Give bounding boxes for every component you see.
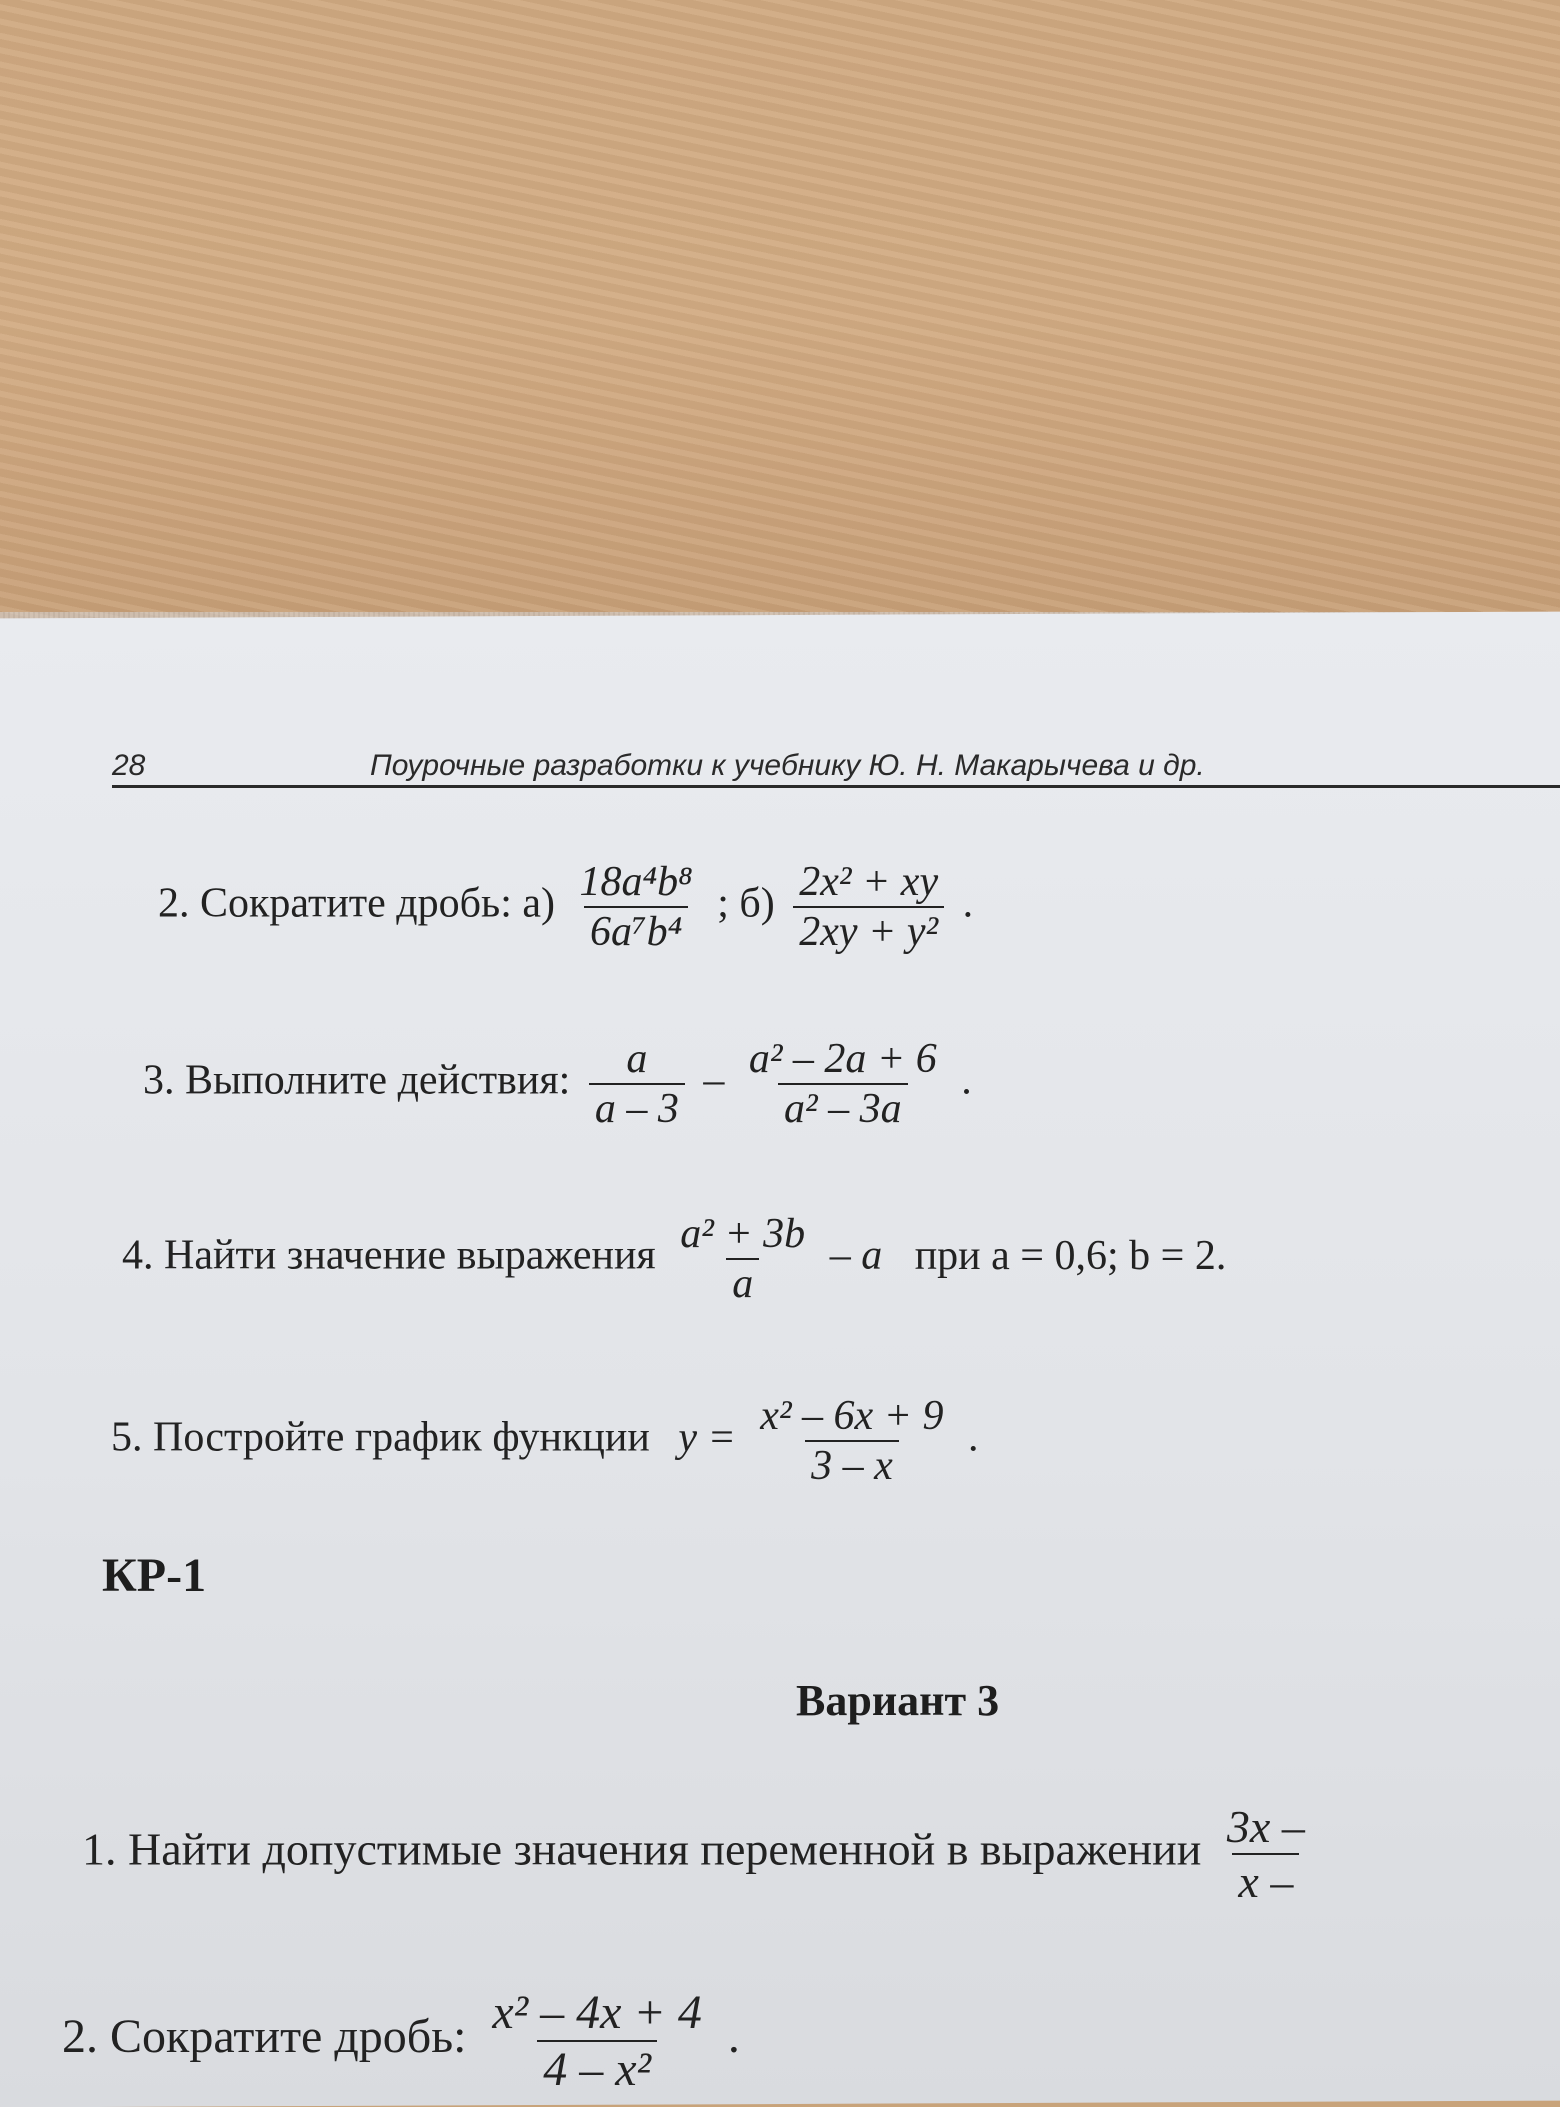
fraction-numerator: x² – 4x + 4	[492, 1986, 702, 2039]
fraction-numerator: a	[626, 1036, 648, 1082]
fraction-denominator: a² – 3a	[778, 1083, 908, 1133]
task-2-text: 2. Сократите дробь: а)	[158, 880, 555, 927]
task-5-text: 5. Постройте график функции	[111, 1414, 650, 1461]
fraction-numerator: x² – 6x + 9	[760, 1393, 944, 1439]
page-number: 28	[112, 749, 146, 782]
fraction-denominator: 3 – x	[805, 1440, 899, 1490]
v3-task-1-text: 1. Найти допустимые значения переменной в выражении	[82, 1823, 1202, 1875]
book-title: Поурочные разработки к учебнику Ю. Н. Макарычева и др.	[370, 749, 1205, 782]
task-2-separator: ; б)	[717, 880, 775, 927]
variant-title: Вариант 3	[796, 1676, 1000, 1725]
v3-task-1	[82, 1800, 1319, 1908]
task-4	[122, 1210, 1226, 1308]
fraction-numerator: 18a⁴b⁸	[579, 859, 693, 905]
task-5-end: .	[968, 1414, 979, 1461]
task-2-end: .	[962, 880, 974, 927]
fraction-numerator: a² + 3b	[680, 1211, 806, 1257]
task-2-fraction-b	[793, 858, 944, 956]
task-3-end: .	[961, 1057, 972, 1104]
task-5	[111, 1392, 979, 1490]
task-4-text: 4. Найти значение выражения	[122, 1232, 656, 1279]
task-4-tail: – a	[829, 1232, 883, 1279]
v3-task-2-fraction	[486, 1985, 707, 2097]
fraction-denominator: a – 3	[589, 1083, 685, 1133]
fraction-denominator: 4 – x²	[537, 2040, 657, 2097]
wooden-table-background	[0, 0, 1560, 640]
v3-task-2-end: .	[727, 2010, 740, 2064]
v3-task-2-text: 2. Сократите дробь:	[62, 2010, 467, 2064]
fraction-denominator: a	[726, 1258, 759, 1308]
fraction-numerator: 3x –	[1226, 1801, 1305, 1852]
v3-task-1-fraction	[1221, 1800, 1311, 1908]
running-header	[112, 745, 1560, 788]
task-3-fraction-2	[743, 1035, 943, 1133]
minus-operator: –	[703, 1057, 725, 1104]
fraction-numerator: 2x² + xy	[799, 859, 939, 905]
fraction-denominator: x –	[1232, 1853, 1299, 1908]
task-2	[158, 858, 973, 956]
task-2-fraction-a	[574, 858, 699, 956]
fraction-denominator: 2xy + y²	[793, 906, 944, 956]
task-4-condition: при a = 0,6; b = 2.	[914, 1232, 1227, 1279]
task-4-fraction	[674, 1210, 811, 1308]
task-3-fraction-1	[589, 1035, 685, 1133]
task-5-fraction	[754, 1392, 949, 1490]
task-3	[143, 1035, 972, 1133]
task-3-text: 3. Выполните действия:	[143, 1057, 571, 1104]
section-title: КР-1	[102, 1549, 207, 1602]
v3-task-2	[62, 1985, 740, 2097]
fraction-denominator: 6a⁷b⁴	[584, 906, 688, 956]
task-5-lhs: y =	[678, 1414, 736, 1461]
fraction-numerator: a² – 2a + 6	[748, 1036, 937, 1082]
